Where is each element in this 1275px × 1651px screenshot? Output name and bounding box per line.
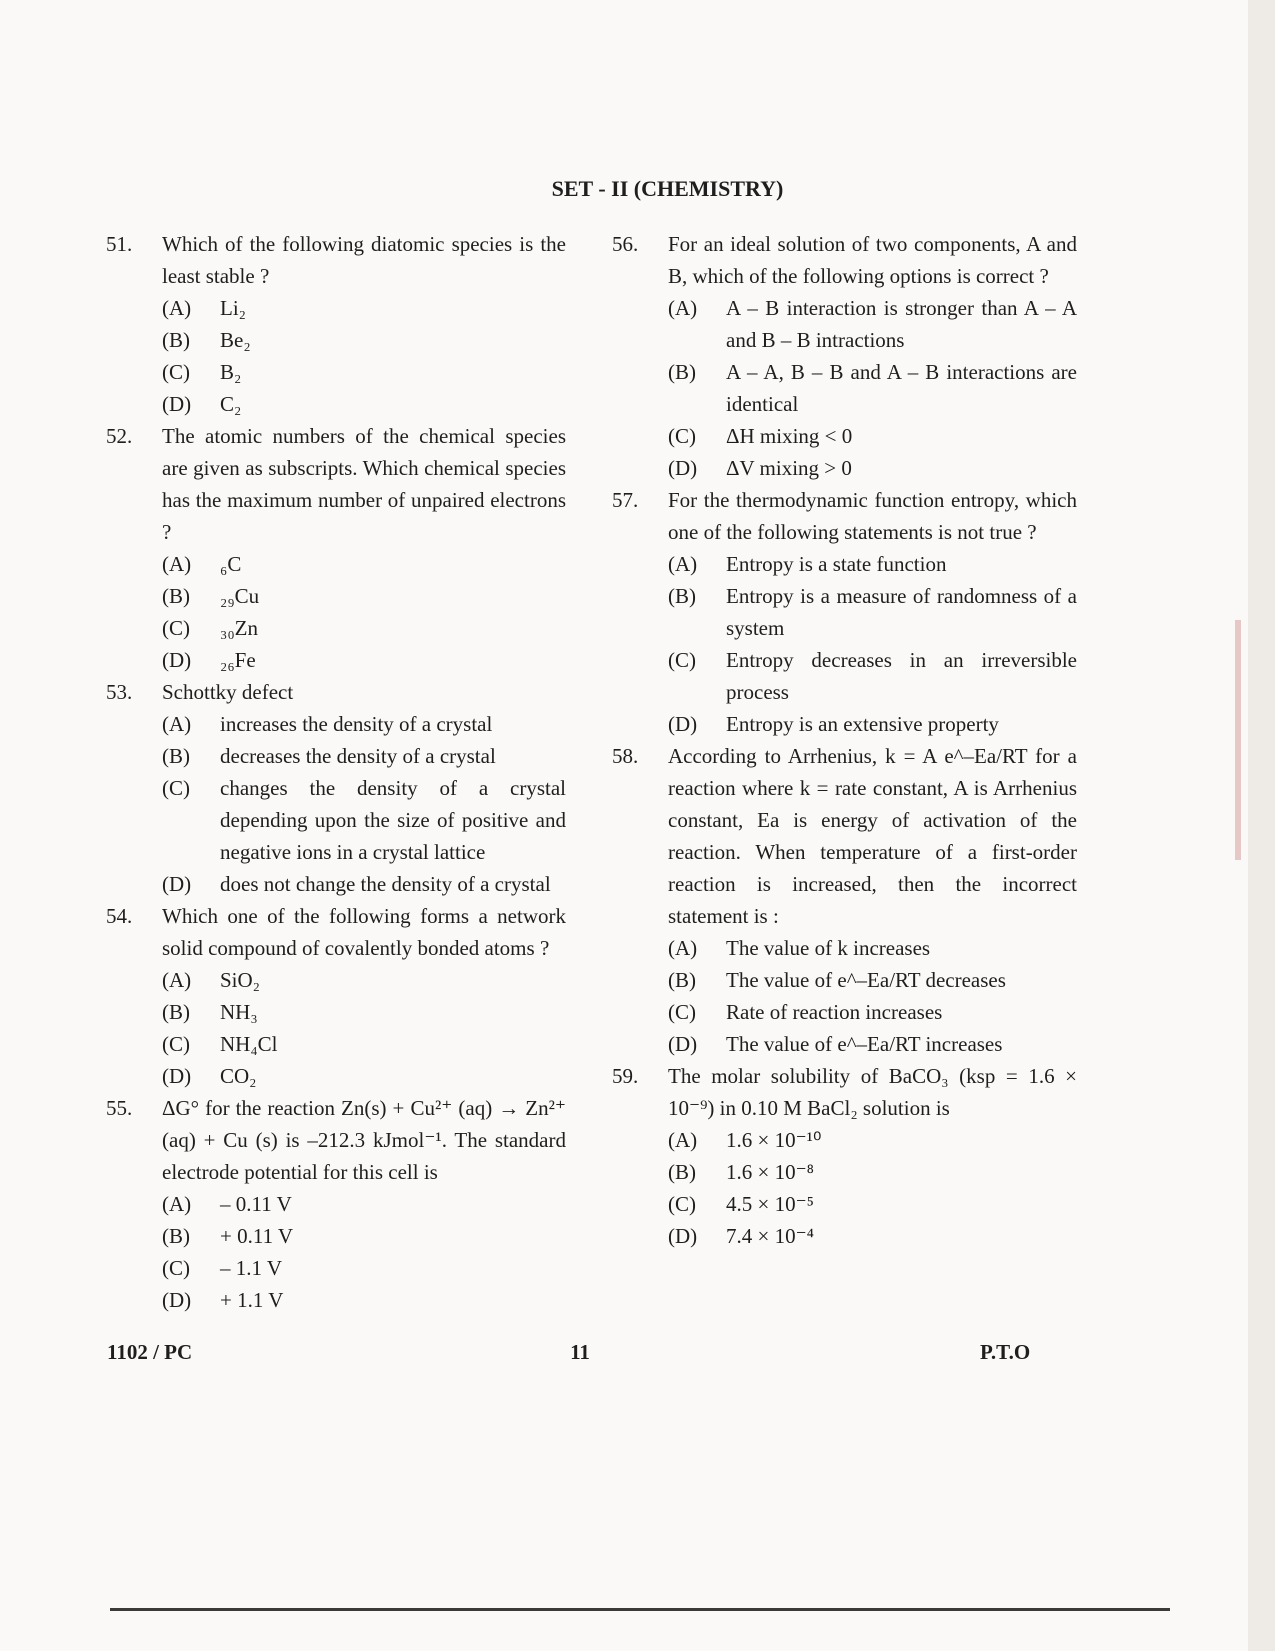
question-text: Schottky defect bbox=[162, 680, 294, 704]
option-label: (C) bbox=[668, 1192, 696, 1216]
option bbox=[106, 1188, 566, 1220]
option-text: Entropy is a measure of randomness of a system bbox=[726, 584, 1077, 640]
option bbox=[106, 1028, 566, 1060]
question-56 bbox=[612, 228, 1077, 292]
option-text: 1.6 × 10⁻¹⁰ bbox=[726, 1128, 822, 1152]
page-title: SET - II (CHEMISTRY) bbox=[551, 176, 784, 201]
question-number: 53. bbox=[106, 680, 133, 704]
question-text: For an ideal solution of two components, A and B, which of the following options is correct ? bbox=[668, 232, 1077, 288]
option-label: (B) bbox=[162, 1224, 190, 1248]
option-label: (C) bbox=[668, 424, 696, 448]
option-label: (C) bbox=[162, 616, 190, 640]
option-text: NH₃ bbox=[220, 1000, 258, 1024]
option-text: + 1.1 V bbox=[220, 1288, 284, 1312]
option-label: (C) bbox=[668, 1000, 696, 1024]
option-text: ΔV mixing > 0 bbox=[726, 456, 852, 480]
option bbox=[612, 548, 1077, 580]
option-label: (A) bbox=[162, 552, 192, 576]
option-label: (D) bbox=[162, 648, 192, 672]
question-text: For the thermodynamic function entropy, which one of the following statements is not true ? bbox=[668, 488, 1077, 544]
option-text: NH₄Cl bbox=[220, 1032, 278, 1056]
question-number: 58. bbox=[612, 744, 639, 768]
option bbox=[612, 420, 1077, 452]
option-label: (D) bbox=[162, 392, 192, 416]
option-label: (B) bbox=[162, 744, 190, 768]
option bbox=[106, 996, 566, 1028]
option bbox=[106, 356, 566, 388]
option-label: (C) bbox=[668, 648, 696, 672]
please-turn-over: P.T.O bbox=[980, 1340, 1031, 1364]
question-text: The molar solubility of BaCO₃ (ksp = 1.6 × 10⁻⁹) in 0.10 M BaCl₂ solution is bbox=[668, 1064, 1077, 1120]
option-label: (C) bbox=[162, 776, 190, 800]
option bbox=[612, 580, 1077, 644]
option-text: Entropy is an extensive property bbox=[726, 712, 999, 736]
option bbox=[106, 772, 566, 868]
option-label: (A) bbox=[162, 1192, 192, 1216]
option-label: (B) bbox=[162, 1000, 190, 1024]
option bbox=[106, 708, 566, 740]
option-text: – 0.11 V bbox=[220, 1192, 292, 1216]
option-label: (B) bbox=[162, 328, 190, 352]
question-text: The atomic numbers of the chemical species are given as subscripts. Which chemical species has the maximum number of unpaired electrons ? bbox=[162, 424, 566, 544]
option-label: (C) bbox=[162, 1032, 190, 1056]
option-label: (D) bbox=[162, 1288, 192, 1312]
right-column bbox=[612, 228, 1077, 1252]
option bbox=[106, 324, 566, 356]
option-label: (D) bbox=[162, 1064, 192, 1088]
option-text: The value of e^–Ea/RT increases bbox=[726, 1032, 1003, 1056]
option-text: B₂ bbox=[220, 360, 242, 384]
option-text: ₆C bbox=[220, 552, 242, 576]
option-label: (C) bbox=[162, 360, 190, 384]
option-text: Rate of reaction increases bbox=[726, 1000, 943, 1024]
option bbox=[106, 1220, 566, 1252]
option-text: increases the density of a crystal bbox=[220, 712, 493, 736]
option-text: – 1.1 V bbox=[220, 1256, 283, 1280]
question-number: 55. bbox=[106, 1096, 133, 1120]
option-label: (B) bbox=[668, 360, 696, 384]
option-label: (D) bbox=[668, 712, 698, 736]
option-text: 7.4 × 10⁻⁴ bbox=[726, 1224, 814, 1248]
question-51 bbox=[106, 228, 566, 292]
option-label: (A) bbox=[668, 936, 698, 960]
question-number: 54. bbox=[106, 904, 133, 928]
option bbox=[106, 644, 566, 676]
option-label: (B) bbox=[668, 584, 696, 608]
option-label: (D) bbox=[668, 1224, 698, 1248]
question-55 bbox=[106, 1092, 566, 1188]
page-number: 11 bbox=[570, 1340, 590, 1364]
option-text: 4.5 × 10⁻⁵ bbox=[726, 1192, 814, 1216]
option bbox=[612, 1124, 1077, 1156]
option bbox=[106, 740, 566, 772]
question-number: 56. bbox=[612, 232, 639, 256]
option-label: (B) bbox=[668, 968, 696, 992]
scan-mark bbox=[1235, 620, 1241, 860]
option-text: 1.6 × 10⁻⁸ bbox=[726, 1160, 814, 1184]
option-text: Li₂ bbox=[220, 296, 246, 320]
question-52 bbox=[106, 420, 566, 548]
option-label: (A) bbox=[668, 296, 698, 320]
option-text: SiO₂ bbox=[220, 968, 261, 992]
option-text: The value of k increases bbox=[726, 936, 931, 960]
paper-code: 1102 / PC bbox=[107, 1340, 193, 1364]
option-label: (B) bbox=[668, 1160, 696, 1184]
option bbox=[612, 1156, 1077, 1188]
option bbox=[106, 612, 566, 644]
left-column bbox=[106, 228, 566, 1316]
option-text: Entropy is a state function bbox=[726, 552, 947, 576]
option bbox=[106, 292, 566, 324]
option-label: (A) bbox=[668, 552, 698, 576]
option bbox=[106, 964, 566, 996]
option bbox=[612, 1220, 1077, 1252]
option-text: ΔH mixing < 0 bbox=[726, 424, 853, 448]
option bbox=[612, 1028, 1077, 1060]
question-number: 52. bbox=[106, 424, 133, 448]
question-text: Which of the following diatomic species is the least stable ? bbox=[162, 232, 566, 288]
option-text: A – B interaction is stronger than A – A and B – B intractions bbox=[726, 296, 1077, 352]
question-57 bbox=[612, 484, 1077, 548]
option bbox=[106, 548, 566, 580]
option-label: (A) bbox=[162, 296, 192, 320]
option-text: + 0.11 V bbox=[220, 1224, 294, 1248]
option-text: decreases the density of a crystal bbox=[220, 744, 496, 768]
option bbox=[612, 452, 1077, 484]
question-54 bbox=[106, 900, 566, 964]
option bbox=[612, 996, 1077, 1028]
option bbox=[612, 356, 1077, 420]
option-label: (D) bbox=[162, 872, 192, 896]
option-label: (A) bbox=[162, 968, 192, 992]
option bbox=[612, 1188, 1077, 1220]
option bbox=[612, 644, 1077, 708]
option-text: C₂ bbox=[220, 392, 242, 416]
option-label: (B) bbox=[162, 584, 190, 608]
option-text: ₂₆Fe bbox=[220, 648, 256, 672]
option-text: Be₂ bbox=[220, 328, 251, 352]
question-text: Which one of the following forms a network solid compound of covalently bonded atoms ? bbox=[162, 904, 566, 960]
option bbox=[106, 868, 566, 900]
option-label: (A) bbox=[668, 1128, 698, 1152]
option-text: ₃₀Zn bbox=[220, 616, 258, 640]
option-label: (C) bbox=[162, 1256, 190, 1280]
option-text: ₂₉Cu bbox=[220, 584, 260, 608]
option bbox=[106, 1252, 566, 1284]
scan-edge-line bbox=[110, 1608, 1170, 1611]
question-59 bbox=[612, 1060, 1077, 1124]
option bbox=[106, 1284, 566, 1316]
option bbox=[106, 580, 566, 612]
option bbox=[612, 292, 1077, 356]
question-number: 57. bbox=[612, 488, 639, 512]
option bbox=[612, 708, 1077, 740]
option bbox=[612, 964, 1077, 996]
option-label: (A) bbox=[162, 712, 192, 736]
option-text: A – A, B – B and A – B interactions are identical bbox=[726, 360, 1077, 416]
scan-margin bbox=[1248, 0, 1275, 1651]
question-53 bbox=[106, 676, 566, 708]
question-number: 59. bbox=[612, 1064, 639, 1088]
option bbox=[612, 932, 1077, 964]
option-text: does not change the density of a crystal bbox=[220, 872, 551, 896]
option-label: (D) bbox=[668, 456, 698, 480]
question-58 bbox=[612, 740, 1077, 932]
question-text: ΔG° for the reaction Zn(s) + Cu²⁺ (aq) → Zn²⁺ (aq) + Cu (s) is –212.3 kJmol⁻¹. The standard electrode potential for this cell is bbox=[162, 1096, 566, 1184]
question-number: 51. bbox=[106, 232, 133, 256]
option bbox=[106, 1060, 566, 1092]
option-text: changes the density of a crystal depending upon the size of positive and negative ions in a crystal lattice bbox=[220, 776, 566, 864]
question-text: According to Arrhenius, k = A e^–Ea/RT for a reaction where k = rate constant, A is Arrhenius constant, Ea is energy of activation of the reaction. When temperature of a first-order reaction is increased, then the incorrect statement is : bbox=[668, 744, 1077, 928]
option-text: Entropy decreases in an irreversible process bbox=[726, 648, 1077, 704]
option-label: (D) bbox=[668, 1032, 698, 1056]
option bbox=[106, 388, 566, 420]
option-text: The value of e^–Ea/RT decreases bbox=[726, 968, 1006, 992]
option-text: CO₂ bbox=[220, 1064, 257, 1088]
